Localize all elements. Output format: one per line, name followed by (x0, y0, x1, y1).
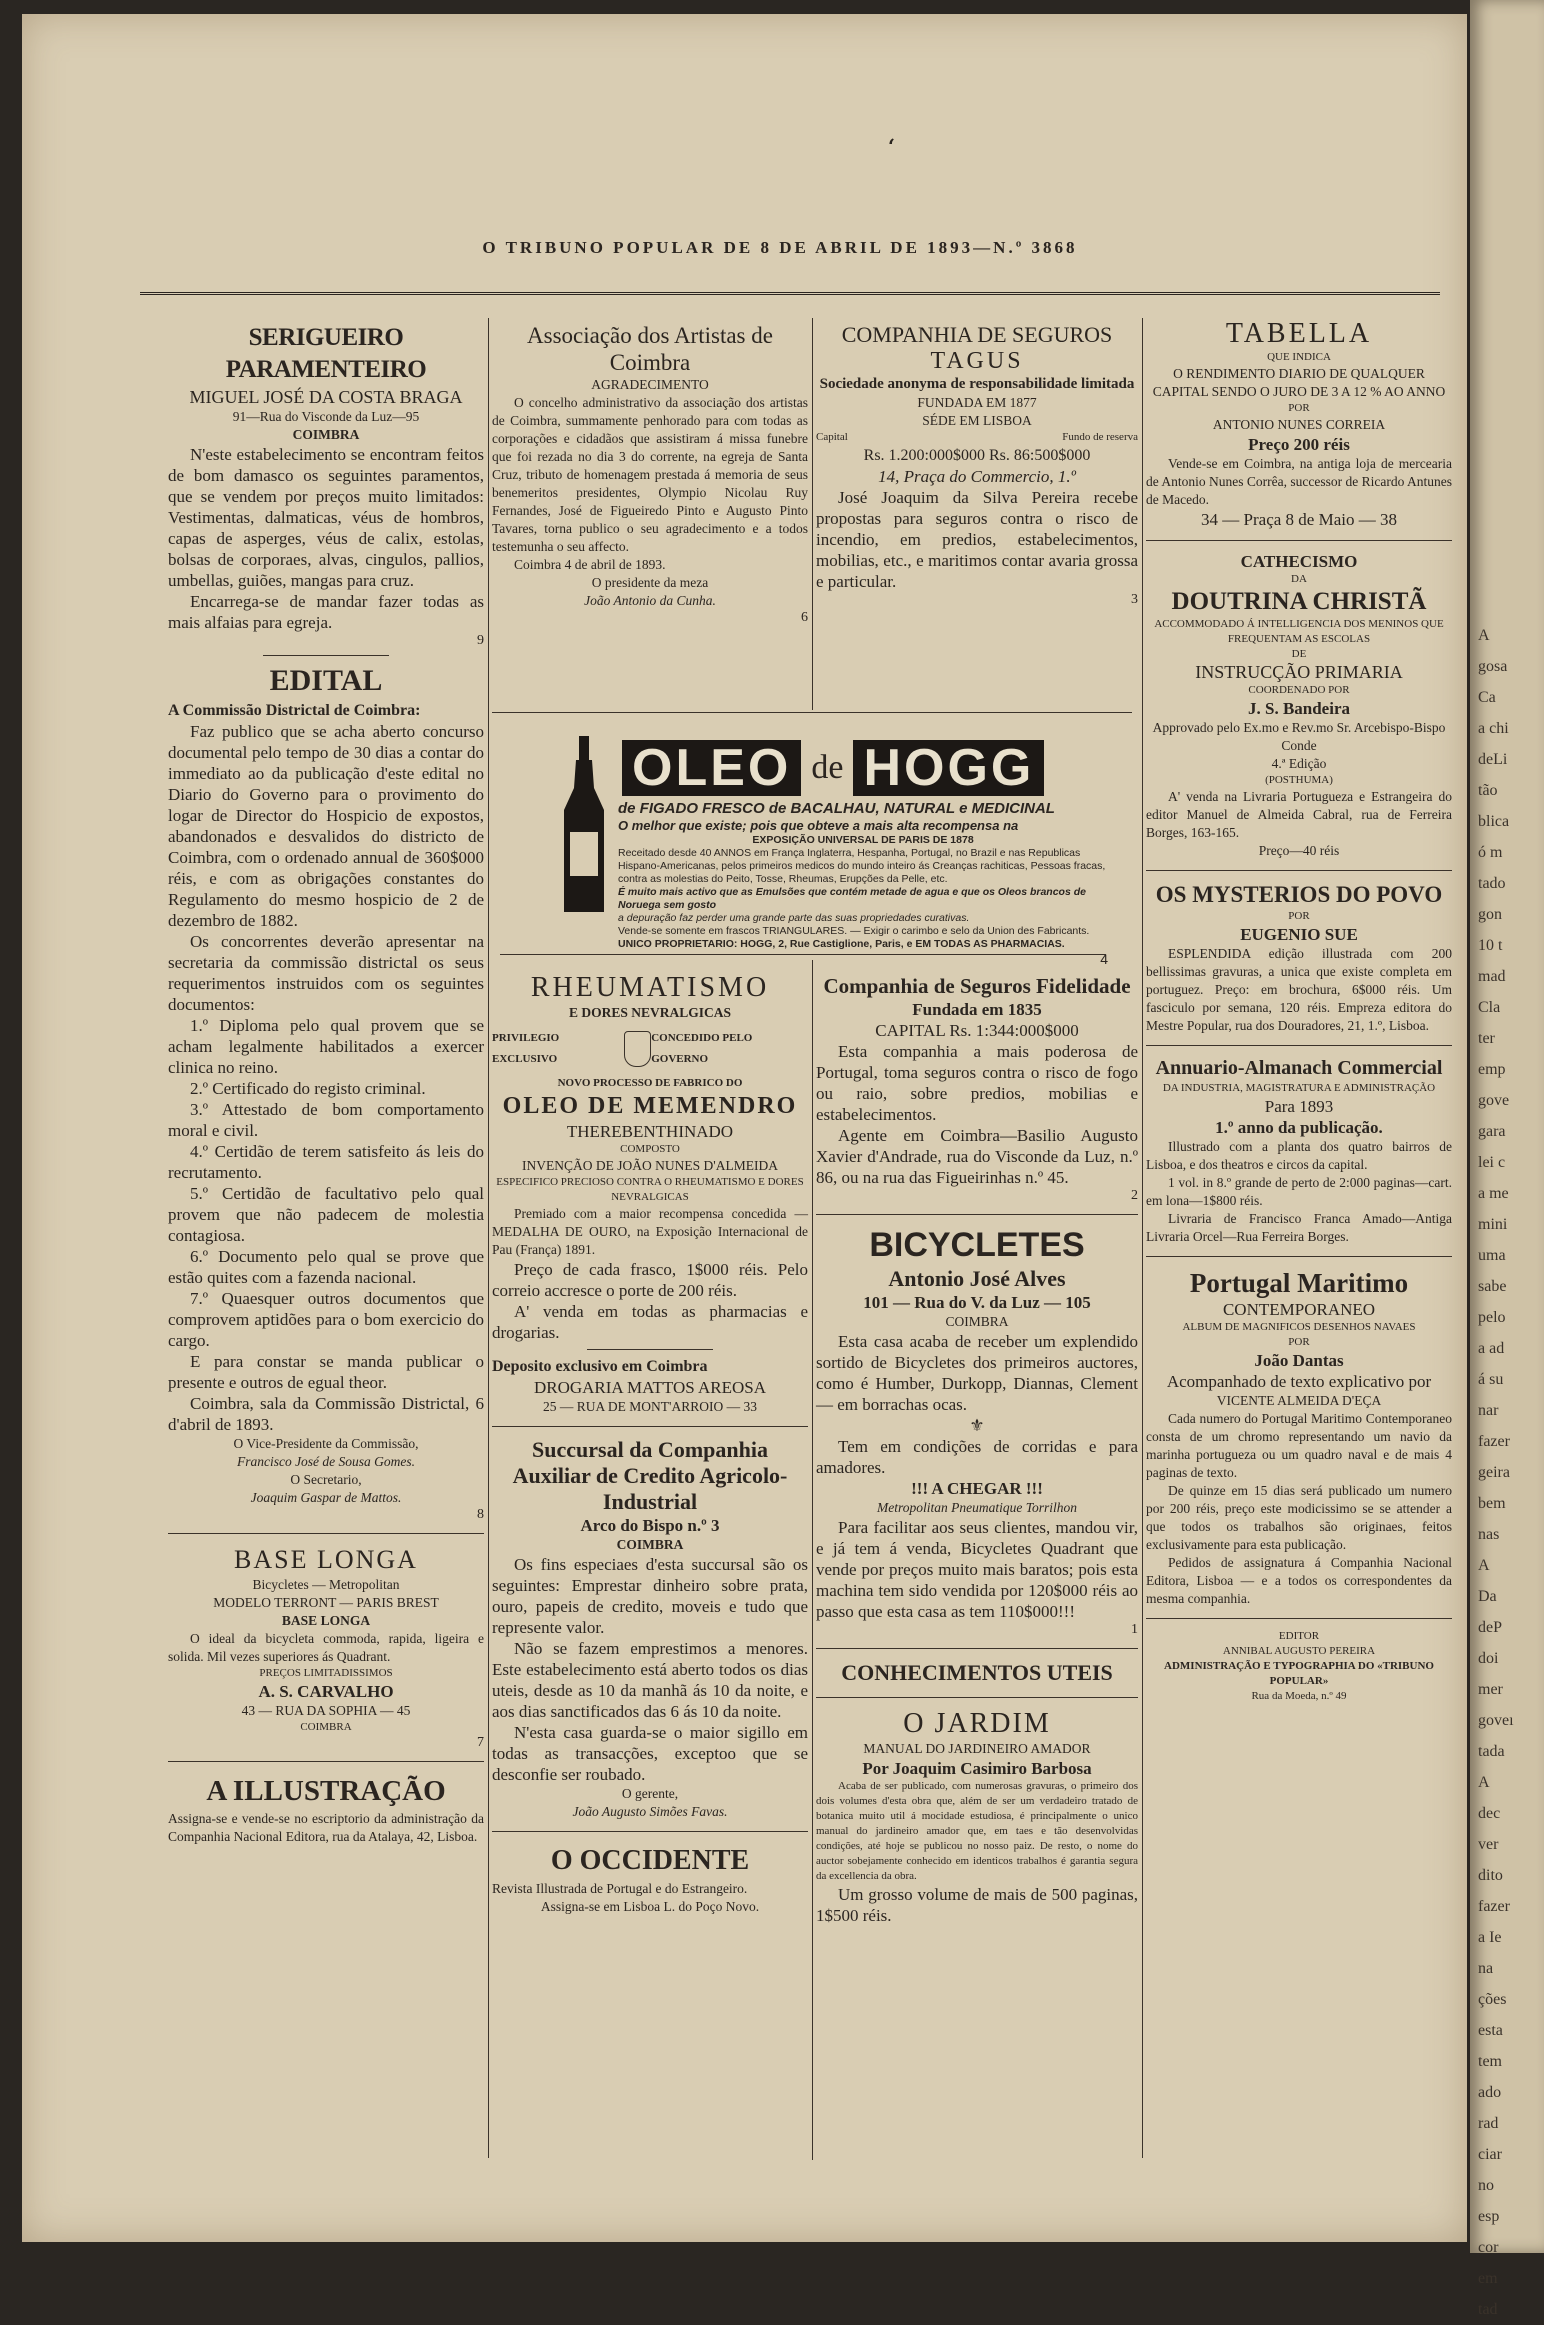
fragment-line: gara (1478, 1123, 1506, 1140)
fragment-line: cor (1478, 2239, 1499, 2256)
bicycletes-name: Antonio José Alves (888, 1266, 1066, 1291)
ad-edital (168, 662, 484, 1523)
base-l2: MODELO TERRONT — PARIS BREST (213, 1595, 439, 1610)
rheuma-priv-right: CONCEDIDO PELO GOVERNO (651, 1032, 753, 1065)
oleo-line: Receitado desde 40 ANNOS em França Inglaterra, Hespanha, Portugal, no Brazil e nas Republicas Hispano-Americanas, pelos primeiros medicos do mundo inteiro ás Creanças rachiticas, Pessoas fracas, contra as molestias do Peito, Tosse, Rheumas, Erupções da Pelle, etc. (618, 847, 1106, 885)
serigueiro-body: N'este estabelecimento se encontram feitos de bom damasco os seguintes paramentos, que se vendem por preços muito limitados: Vestimentas, dalmaticas, véus de hombros, capas de asperges, véus de calix, estolas, bolsas de corporaes, alvas, cingulos, pallios, umbellas, guiões, mangas para cruz. (168, 445, 484, 590)
fragment-line: blica (1478, 813, 1510, 830)
tagus-sub: Sociedade anonyma de responsabilidade limitada (819, 376, 1135, 392)
fragment-line: deLi (1478, 751, 1508, 768)
fragment-line: ver (1478, 1836, 1499, 1853)
fragment-line: emp (1478, 1061, 1506, 1078)
oleo-de: de (811, 749, 844, 786)
rheuma-therebentinado: THEREBENTHINADO (566, 1122, 734, 1141)
edital-p4: Coimbra, sala da Commissão Districtal, 6 d'abril de 1893. (168, 1394, 484, 1434)
divider (168, 1761, 484, 1762)
adjacent-page-fragments (1470, 0, 1544, 2325)
mysterios-por: POR (1288, 910, 1310, 922)
edital-title: EDITAL (269, 664, 383, 697)
bicycletes-body3: Para facilitar aos seus clientes, mandou vir, e já tem á venda, Bicycletes Quadrant que vende por preços muito mais baratos; pois esta machina tem sido vendida por 120$000 réis ao passo que esta casa as tem 110$000!!! (816, 1518, 1138, 1621)
fragment-line: ções (1478, 1991, 1507, 2008)
ad-associacao (492, 322, 808, 626)
ad-mysterios (1146, 881, 1452, 1035)
column-2-lower (492, 972, 808, 1920)
jardim-body2: Um grosso volume de mais de 500 paginas, 1$500 réis. (816, 1885, 1138, 1925)
divider (500, 954, 1106, 955)
edital-item: 6.º Documento pelo qual se prove que estão quites com a fazenda nacional. (168, 1247, 484, 1287)
column-3-lower (816, 974, 1138, 1930)
bicycletes-body: Esta casa acaba de receber um explendido sortido de Bicycletes dos primeiros auctores, como é Humber, Durkopp, Diannas, Clement — em borrachas ocas. (816, 1332, 1138, 1414)
edital-sig1-name: Francisco José de Sousa Gomes. (236, 1454, 416, 1469)
occidente-title: O OCCIDENTE (550, 1845, 750, 1876)
ad-rheumatismo (492, 972, 808, 1416)
ad-tabella (1146, 318, 1452, 530)
edital-number: 8 (477, 1507, 484, 1522)
cathecismo-da: DA (1291, 573, 1307, 585)
divider (492, 1831, 808, 1832)
fragment-line: nar (1478, 1402, 1499, 1419)
column-rule-2a (812, 318, 813, 710)
ad-annuario (1146, 1056, 1452, 1246)
fragment-line: gove (1478, 1092, 1510, 1109)
cathecismo-title: CATHECISMO (1240, 552, 1358, 571)
fragment-line: fazer (1478, 1433, 1510, 1450)
fragment-line: ó m (1478, 844, 1503, 861)
tabella-price: Preço 200 réis (1248, 435, 1350, 454)
fragment-line: a chi (1478, 720, 1509, 737)
tabella-body: O RENDIMENTO DIARIO DE QUALQUER CAPITAL SENDO O JURO DE 3 A 12 % AO ANNO (1152, 366, 1446, 399)
portugal-body3: Pedidos de assignatura á Companhia Nacional Editora, Lisboa — e a todos os correspondentes da mesma companhia. (1146, 1555, 1452, 1606)
tabella-sub: QUE INDICA (1267, 351, 1331, 363)
bottle-icon (562, 736, 606, 916)
fidelidade-fund: Fundada em 1835 (912, 1000, 1042, 1019)
fragment-line: tada (1478, 1743, 1505, 1760)
masthead-rule (140, 292, 1440, 295)
ad-cathecismo (1146, 551, 1452, 860)
rheuma-premiado: Premiado com a maior recompensa concedida — MEDALHA DE OURO, na Exposição Internacional de Pau (França) 1891. (492, 1206, 808, 1257)
jardim-sub: MANUAL DO JARDINEIRO AMADOR (863, 1741, 1091, 1756)
rheuma-oleo: OLEO DE MEMENDRO (502, 1093, 798, 1119)
annuario-body: Illustrado com a planta dos quatro bairros de Lisboa, e dos theatros e circos da capital. (1146, 1139, 1452, 1172)
column-1 (168, 322, 484, 1850)
edital-p1: Faz publico que se acha aberto concurso documental pelo tempo de 30 dias a contar do immediato ao da publicação d'este edital no Diario do Governo para o provimento do logar de Director do Hospicio de expostos, abandonados e desvalidos do districto de Coimbra, com o ordenado annual de 360$000 réis, e com as obrigações constantes do Regulamento do mesmo hospicio de 2 de dezembro de 1882. (168, 722, 484, 930)
base-prices: PREÇOS LIMITADISSIMOS (259, 1667, 393, 1679)
succursal-city: COIMBRA (616, 1537, 684, 1552)
rheuma-invencao: INVENÇÃO DE JOÃO NUNES D'ALMEIDA (522, 1158, 778, 1173)
mysterios-title: OS MYSTERIOS DO POVO (1155, 882, 1443, 907)
fragment-line: Cla (1478, 999, 1501, 1016)
succursal-sign: João Augusto Simões Favas. (572, 1804, 728, 1819)
oleo-line: É muito mais activo que as Emulsões que contém metade de agua e que os Oleos brancos de Noruega sem gosto (618, 886, 1086, 911)
divider (492, 1426, 808, 1427)
tagus-body: José Joaquim da Silva Pereira recebe propostas para seguros contra o risco de incendio, em predios, estabelecimentos, mobilias, etc., e maritimos contar avaria grossa e particular. (816, 488, 1138, 591)
fragment-line: em (1478, 2270, 1498, 2287)
fragment-line: na (1478, 1960, 1494, 1977)
cathecismo-instr: INSTRUCÇÃO PRIMARIA (1195, 662, 1403, 682)
oleo-line: UNICO PROPRIETARIO: HOGG, 2, Rue Castiglione, Paris, e EM TODAS AS PHARMACIAS. (618, 938, 1065, 950)
ad-bicycletes (816, 1225, 1138, 1638)
assoc-title: Associação dos Artistas de Coimbra (527, 323, 773, 375)
fragment-line: ter (1478, 1030, 1495, 1047)
occidente-body2: Assigna-se em Lisboa L. do Poço Novo. (540, 1899, 760, 1914)
portugal-author2: VICENTE ALMEIDA D'EÇA (1216, 1393, 1382, 1408)
fragment-line: 10 t (1478, 937, 1503, 954)
cathecismo-ed: 4.ª Edição (1271, 756, 1327, 771)
annuario-body2: 1 vol. in 8.º grande de perto de 2:000 paginas—cart. em lona—1$800 réis. (1146, 1175, 1452, 1208)
portugal-album: ALBUM DE MAGNIFICOS DESENHOS NAVAES (1182, 1321, 1416, 1333)
adjacent-page-edge (1470, 0, 1544, 2318)
rheuma-venda: A' venda em todas as pharmacias e drogarias. (492, 1302, 808, 1342)
editor-block (1146, 1629, 1452, 1704)
divider (492, 712, 1132, 713)
succursal-title: Succursal da Companhia Auxiliar de Credito Agricolo-Industrial (512, 1437, 788, 1514)
oleo-line: a depuração faz perder uma grande parte das suas propriedades curativas. (618, 912, 970, 924)
succursal-body: Os fins especiaes d'esta succursal são os seguintes: Emprestar dinheiro sobre prata, ouro, papeis de credito, moveis e tudo que represente valor. (492, 1555, 808, 1637)
fragment-line: mad (1478, 968, 1506, 985)
fragment-line: Da (1478, 1588, 1497, 1605)
editor-l1: EDITOR (1278, 1630, 1320, 1642)
succursal-body3: N'esta casa guarda-se o maior sigillo em todas as transacções, exceptoo que se desconfie ser roubado. (492, 1723, 808, 1784)
fragment-line: mini (1478, 1216, 1508, 1233)
fragment-line: A (1478, 1774, 1490, 1791)
fragment-line: goveı (1478, 1712, 1514, 1729)
annuario-title: Annuario-Almanach Commercial (1155, 1057, 1443, 1079)
cathecismo-de: DE (1291, 648, 1307, 660)
hogg-word: HOGG (853, 740, 1044, 796)
tabella-por: POR (1288, 402, 1310, 414)
tagus-address: 14, Praça do Commercio, 1.º (878, 467, 1076, 486)
edital-sub: A Commissão Districtal de Coimbra: (168, 702, 421, 719)
base-number: 7 (477, 1735, 484, 1750)
jardim-author: Por Joaquim Casimiro Barbosa (862, 1759, 1092, 1778)
ad-succursal (492, 1437, 808, 1821)
fragment-line: mer (1478, 1681, 1503, 1698)
fidelidade-title: Companhia de Seguros Fidelidade (823, 974, 1131, 998)
cathecismo-coord: COORDENADO POR (1248, 684, 1350, 696)
bicycletes-city: COIMBRA (945, 1314, 1009, 1329)
column-rule-2b (812, 960, 813, 2160)
ad-occidente (492, 1842, 808, 1916)
ad-portugal-maritimo (1146, 1267, 1452, 1608)
fragment-line: ado (1478, 2084, 1502, 2101)
base-address: 43 — RUA DA SOPHIA — 45 (241, 1703, 411, 1718)
fragment-line: dec (1478, 1805, 1501, 1822)
tagus-values: Rs. 1.200:000$000 Rs. 86:500$000 (863, 447, 1091, 464)
fragment-line: dito (1478, 1867, 1503, 1884)
fragment-line: lei c (1478, 1154, 1506, 1171)
tabella-title: TABELLA (1225, 318, 1373, 349)
editor-l2: ANNIBAL AUGUSTO PEREIRA (1222, 1645, 1376, 1657)
assoc-number: 6 (801, 610, 808, 625)
edital-sig1: O Vice-Presidente da Commissão, (233, 1436, 419, 1451)
fragment-line: ciar (1478, 2146, 1502, 2163)
rheuma-privilege (492, 1028, 808, 1070)
divider (1146, 1256, 1452, 1257)
divider (1146, 1618, 1452, 1619)
serigueiro-number: 9 (477, 633, 484, 648)
divider (1146, 870, 1452, 871)
column-2 (492, 322, 808, 630)
fragment-line: geira (1478, 1464, 1510, 1481)
oleo-line: O melhor que existe; pois que obteve a mais alta recompensa na (618, 818, 1019, 833)
tagus-capital-labels (816, 430, 1138, 445)
fragment-line: tad (1478, 2301, 1498, 2318)
divider (816, 1697, 1138, 1698)
mysterios-author: EUGENIO SUE (1240, 925, 1358, 944)
fragment-line: tão (1478, 782, 1498, 799)
oleo-line: Vende-se somente em frascos TRIANGULARES. — Exigir o carimbo e selo da Union des Fabricants. (618, 925, 1090, 937)
fragment-line: fazer (1478, 1898, 1510, 1915)
royal-seal-icon (624, 1031, 651, 1067)
edital-sig2: O Secretario, (290, 1472, 362, 1487)
fragment-line: Ca (1478, 689, 1496, 706)
portugal-author: João Dantas (1254, 1351, 1344, 1370)
oleo-text (618, 800, 1108, 967)
ad-jardim (816, 1708, 1138, 1926)
oleo-line: de FIGADO FRESCO de BACALHAU, NATURAL e MEDICINAL (618, 800, 1055, 817)
annuario-body3: Livraria de Francisco Franca Amado—Antiga Livraria Orcel—Rua Ferreira Borges. (1146, 1211, 1452, 1244)
tagus-title: COMPANHIA DE SEGUROS (841, 322, 1113, 347)
occidente-body: Revista Illustrada de Portugal e do Estrangeiro. (492, 1881, 748, 1896)
divider (816, 1214, 1138, 1215)
base-l3: BASE LONGA (281, 1613, 371, 1628)
fragment-line: tem (1478, 2053, 1502, 2070)
fragment-line: doi (1478, 1650, 1499, 1667)
fidelidade-capital: CAPITAL Rs. 1:344:000$000 (875, 1021, 1079, 1040)
cathecismo-appr: Approvado pelo Ex.mo e Rev.mo Sr. Arcebispo-Bispo Conde (1152, 720, 1446, 753)
divider (1146, 1045, 1452, 1046)
edital-item: 5.º Certidão de facultativo pelo qual provem que não padecem de molestia contagiosa. (168, 1184, 484, 1245)
portugal-sub: CONTEMPORANEO (1222, 1300, 1376, 1319)
cathecismo-body: ACCOMMODADO Á INTELLIGENCIA DOS MENINOS QUE FREQUENTAM AS ESCOLAS (1154, 618, 1444, 645)
bicycletes-body2: Tem em condições de corridas e para amadores. (816, 1437, 1138, 1477)
ad-illustracao (168, 1772, 484, 1846)
oleo-word: OLEO (622, 740, 801, 796)
fragment-line: gon (1478, 906, 1502, 923)
rheuma-priv-left: PRIVILEGIO EXCLUSIVO (492, 1032, 560, 1065)
column-4 (1146, 318, 1452, 1708)
tabella-address: 34 — Praça 8 de Maio — 38 (1201, 510, 1397, 529)
fragment-line: á su (1478, 1371, 1504, 1388)
editor-l4: Rua da Moeda, n.º 49 (1251, 1690, 1347, 1702)
annuario-sub: DA INDUSTRIA, MAGISTRATURA E ADMINISTRAÇÃO (1162, 1082, 1436, 1094)
fragment-line: deP (1478, 1619, 1502, 1636)
rheuma-deposito: Deposito exclusivo em Coimbra (492, 1358, 708, 1375)
divider (587, 1349, 713, 1350)
edital-item: 7.º Quaesquer outros documentos que comprovem aptidões para o bom exercicio do cargo. (168, 1289, 484, 1350)
bicycletes-chegar: !!! A CHEGAR !!! (911, 1479, 1043, 1498)
fragment-line: a me (1478, 1185, 1509, 1202)
fragment-line: pelo (1478, 1309, 1506, 1326)
divider (263, 655, 389, 656)
tabella-author: ANTONIO NUNES CORREIA (1212, 417, 1386, 432)
fragment-line: a ad (1478, 1340, 1505, 1357)
page-mark: ʻ (888, 134, 895, 158)
fidelidade-number: 2 (1131, 1188, 1138, 1203)
portugal-por: POR (1288, 1336, 1310, 1348)
rheuma-especifico: ESPECIFICO PRECIOSO CONTRA O RHEUMATISMO E DORES NEVRALGICAS (496, 1176, 804, 1203)
assoc-sub: AGRADECIMENTO (591, 377, 709, 392)
fidelidade-agent: Agente em Coimbra—Basilio Augusto Xavier d'Andrade, rua do Visconde da Luz, n.º 86, ou na rua das Figueirinhas n.º 45. (816, 1126, 1138, 1187)
annuario-year: Para 1893 (1264, 1097, 1334, 1116)
succursal-body2: Não se fazem emprestimos a menores. Este estabelecimento está aberto todos os dias uteis, desde as 10 da manhã ás 10 da noite, e aos dias sanctificados das 6 ás 10 da noite. (492, 1639, 808, 1721)
serigueiro-title: SERIGUEIRO PARAMENTEIRO (225, 324, 427, 383)
base-l1: Bicycletes — Metropolitan (252, 1577, 400, 1592)
illustracao-body: Assigna-se e vende-se no escriptorio da administração da Companhia Nacional Editora, rua da Atalaya, 42, Lisboa. (168, 1811, 484, 1844)
fragment-line: esta (1478, 2022, 1503, 2039)
succursal-address: Arco do Bispo n.º 3 (580, 1516, 720, 1535)
cathecismo-post: (POSTHUMA) (1265, 774, 1333, 786)
edital-items (168, 1015, 484, 1351)
annuario-pub: 1.º anno da publicação. (1215, 1118, 1383, 1137)
fragment-line: A (1478, 1557, 1490, 1574)
fragment-line: esp (1478, 2208, 1500, 2225)
serigueiro-name: MIGUEL JOSÉ DA COSTA BRAGA (189, 387, 463, 407)
tagus-capital-label: Capital (816, 431, 848, 443)
fragment-line: nas (1478, 1526, 1500, 1543)
portugal-acomp: Acompanhado de texto explicativo por (1166, 1372, 1432, 1391)
edital-sig2-name: Joaquim Gaspar de Mattos. (250, 1490, 402, 1505)
assoc-body: O concelho administrativo da associação dos artistas de Coimbra, summamente penhorado para com todas as corporações e cidadãos que assistiram á missa funebre que foi rezada no dia 3 do corrente, na egreja de Santa Cruz, tributo de homenagem prestada á memoria de seus benemeritos presidentes, Olympio Nicolau Ruy Fernandes, José de Figueiredo Pinto e Augusto Pinto Tavares, torna publico o seu agradecimento e a todos testemunha o seu affecto. (492, 395, 808, 554)
jardim-title: O JARDIM (903, 1708, 1051, 1739)
ad-base-longa (168, 1544, 484, 1751)
rheuma-preco: Preço de cada frasco, 1$000 réis. Pelo correio accresce o porte de 200 réis. (492, 1260, 808, 1300)
cathecismo-author: J. S. Bandeira (1247, 699, 1351, 718)
ad-oleo-de-hogg (500, 722, 1110, 967)
bicycletes-address: 101 — Rua do V. da Luz — 105 (863, 1293, 1091, 1312)
fragment-line: uma (1478, 1247, 1506, 1264)
portugal-body: Cada numero do Portugal Maritimo Contemporaneo consta de um chromo representando um navio da marinha portugueza ou um quadro naval e de mais 4 paginas de texto. (1146, 1411, 1452, 1480)
base-title: BASE LONGA (234, 1545, 418, 1574)
rheuma-drogaria: DROGARIA MATTOS AREOSA (533, 1378, 767, 1397)
fragment-line: no (1478, 2177, 1494, 2194)
edital-item: 1.º Diploma pelo qual provem que se acham legalmente habilitados a exercer clinica no reino. (168, 1016, 484, 1077)
fidelidade-body: Esta companhia a mais poderosa de Portugal, toma seguros contra o risco de fogo ou raio, sobre predios, mobilias e estabelecimentos. (816, 1042, 1138, 1124)
fragment-line: rad (1478, 2115, 1499, 2132)
assoc-date: Coimbra 4 de abril de 1893. (514, 557, 666, 572)
ad-tagus (816, 322, 1138, 608)
edital-item: 4.º Certidão de terem satisfeito ás leis do recrutamento. (168, 1142, 484, 1182)
rheuma-drogaria-address: 25 — RUA DE MONT'ARROIO — 33 (543, 1399, 757, 1414)
conhecimentos-heading: CONHECIMENTOS UTEIS (841, 1660, 1113, 1685)
base-seller: A. S. CARVALHO (258, 1682, 394, 1701)
serigueiro-address: 91—Rua do Visconde da Luz—95 (232, 409, 420, 424)
portugal-body2: De quinze em 15 dias será publicado um numero por 200 réis, preço este modicissimo se se attender a que todos os trabalhos são originaes, feitos exclusivamente para esta publicação. (1146, 1483, 1452, 1552)
column-rule-1 (488, 318, 489, 2158)
ad-serigueiro (168, 322, 484, 649)
base-city: COIMBRA (300, 1721, 352, 1733)
fragment-line: tado (1478, 875, 1506, 892)
mysterios-body: ESPLENDIDA edição illustrada com 200 bellissimas gravuras, a unica que existe completa em portuguez. Preço: em brochura, 6$000 réis. Um fasciculo por semana, 120 réis. Empreza editora do Mestre Popular, rua dos Douradores, 21, 1.º, Lisboa. (1146, 946, 1452, 1033)
bicycletes-model: Metropolitan Pneumatique Torrilhon (876, 1500, 1077, 1515)
oleo-line: EXPOSIÇÃO UNIVERSAL DE PARIS DE 1878 (752, 834, 974, 846)
tagus-reserve-label: Fundo de reserva (1062, 431, 1138, 443)
oleo-title (622, 740, 1044, 796)
ad-fidelidade (816, 974, 1138, 1204)
rheuma-proc: NOVO PROCESSO DE FABRICO DO (557, 1077, 743, 1089)
edital-p3: E para constar se manda publicar o presente e outros de egual theor. (168, 1352, 484, 1392)
portugal-title: Portugal Maritimo (1189, 1268, 1409, 1298)
tabella-body2: Vende-se em Coimbra, na antiga loja de mercearia de Antonio Nunes Corrêa, successor de Ricardo Antunes de Macedo. (1146, 456, 1452, 507)
editor-l3: ADMINISTRAÇÃO E TYPOGRAPHIA DO «TRIBUNO POPULAR» (1164, 1660, 1434, 1687)
fragment-line: a Ie (1478, 1929, 1502, 1946)
tagus-fund: FUNDADA EM 1877 (917, 395, 1037, 410)
column-rule-3 (1142, 318, 1143, 2158)
fragment-line: bem (1478, 1495, 1506, 1512)
tagus-number: 3 (1131, 592, 1138, 607)
cathecismo-title2: DOUTRINA CHRISTÃ (1171, 588, 1427, 615)
divider (1146, 540, 1452, 541)
rheuma-composto: COMPOSTO (620, 1143, 680, 1155)
assoc-sign: João Antonio da Cunha. (584, 593, 716, 608)
illustracao-title: A ILLUSTRAÇÃO (206, 1775, 446, 1807)
edital-p2: Os concorrentes deverão apresentar na secretaria da commissão districtal os seus requerimentos instruidos com os seguintes documentos: (168, 932, 484, 1014)
rheuma-title: RHEUMATISMO (530, 972, 770, 1003)
serigueiro-city: COIMBRA (292, 427, 360, 442)
divider (168, 1533, 484, 1534)
serigueiro-body2: Encarrega-se de mandar fazer todas as mais alfaias para egreja. (168, 592, 484, 632)
edital-item: 3.º Attestado de bom comportamento moral e civil. (168, 1100, 484, 1140)
tagus-sede: SÉDE EM LISBOA (922, 413, 1032, 428)
column-3 (816, 322, 1138, 612)
succursal-sig: O gerente, (621, 1786, 679, 1801)
divider (816, 1648, 1138, 1649)
edital-item: 2.º Certificado do registo criminal. (190, 1079, 426, 1098)
cathecismo-venda: A' venda na Livraria Portugueza e Estrangeira do editor Manuel de Almeida Cabral, rua de Ferreira Borges, 163-165. (1146, 789, 1452, 840)
bicycletes-title: BICYCLETES (869, 1226, 1085, 1264)
bicycletes-number: 1 (1131, 1622, 1138, 1637)
fragment-line: gosa (1478, 658, 1508, 675)
base-body: O ideal da bicycleta commoda, rapida, ligeira e solida. Mil vezes superiores ás Quadrant. (168, 1631, 484, 1664)
assoc-sig: O presidente da meza (591, 575, 709, 590)
oleo-number: 4 (1100, 951, 1108, 967)
jardim-body: Acaba de ser publicado, com numerosas gravuras, o primeiro dos dois volumes d'esta obra que, além de ser um verdadeiro tratado de botanica muito util á mocidade estudiosa, é principalmente o unico manual do jardineiro amador que, em taes e tão desenvolvidas condições, até hoje se publicou no nosso paiz. De resto, o nome do auctor sobejamente conhecido em identicos trabalhos é garantia segura da excellencia da obra. (816, 1780, 1138, 1882)
fragment-line: sabe (1478, 1278, 1507, 1295)
masthead: O TRIBUNO POPULAR DE 8 DE ABRIL DE 1893—N.º 3868 (482, 238, 1078, 257)
tagus-title2: TAGUS (930, 348, 1024, 374)
ornament-icon: ⚜ (969, 1416, 985, 1435)
fragment-line: A (1478, 627, 1490, 644)
cathecismo-preco: Preço—40 réis (1258, 843, 1340, 858)
rheuma-sub: E DORES NEVRALGICAS (568, 1005, 732, 1020)
